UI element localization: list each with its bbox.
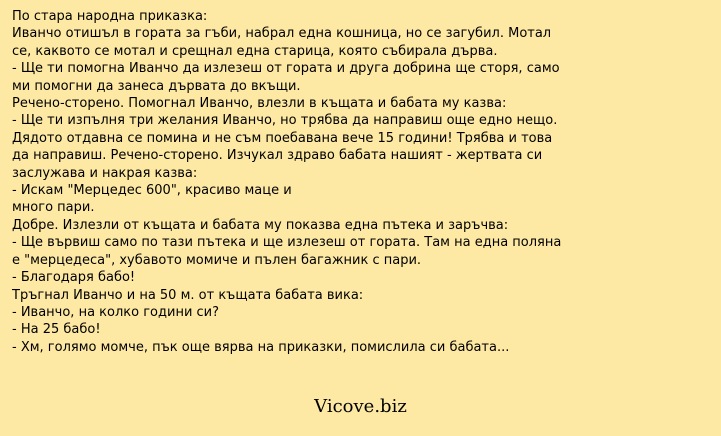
text-line: Дядото отдавна се помина и не съм поебавана вече 15 години! Трябва и това	[12, 130, 553, 146]
text-line: - Иванчо, на колко години си?	[12, 304, 220, 320]
text-line: е "мерцедеса", хубавото момиче и пълен багажник с пари.	[12, 252, 422, 268]
text-line: Добре. Излезли от къщата и бабата му показва една пътека и заръчва:	[12, 217, 509, 233]
text-line: се, каквото се мотал и срещнал една старица, която събирала дърва.	[12, 43, 498, 59]
text-line: - Ще ти помогна Иванчо да излезеш от гората и друга добрина ще сторя, само	[12, 61, 560, 77]
joke-text	[12, 8, 712, 356]
text-line: - Хм, голямо момче, пък още вярва на приказки, помислила си бабата...	[12, 339, 510, 355]
text-line: - Ще вървиш само по тази пътека и ще излезеш от гората. Там на една поляна	[12, 235, 562, 251]
text-line: ми помогни да занеса дървата до вкъщи.	[12, 78, 301, 94]
text-line: - Ще ти изпълня три желания Иванчо, но трябва да направиш още едно нещо.	[12, 113, 558, 129]
text-line: Иванчо отишъл в гората за гъби, набрал една кошница, но се загубил. Мотал	[12, 26, 552, 42]
text-line: - На 25 бабо!	[12, 322, 101, 338]
text-line: Речено-сторено. Помогнал Иванчо, влезли в къщата и бабата му казва:	[12, 96, 507, 112]
text-line: много пари.	[12, 200, 95, 216]
text-line: да направиш. Речено-сторено. Изчукал здраво бабата нашият - жертвата си	[12, 148, 543, 164]
text-line: Тръгнал Иванчо и на 50 м. от къщата бабата вика:	[12, 287, 364, 303]
text-line: заслужава и накрая казва:	[12, 165, 198, 181]
text-line: - Искам "Мерцедес 600", красиво маце и	[12, 183, 292, 199]
text-line: - Благодаря бабо!	[12, 270, 136, 286]
site-name: Vicove.biz	[314, 396, 407, 417]
text-line: По стара народна приказка:	[12, 9, 208, 24]
